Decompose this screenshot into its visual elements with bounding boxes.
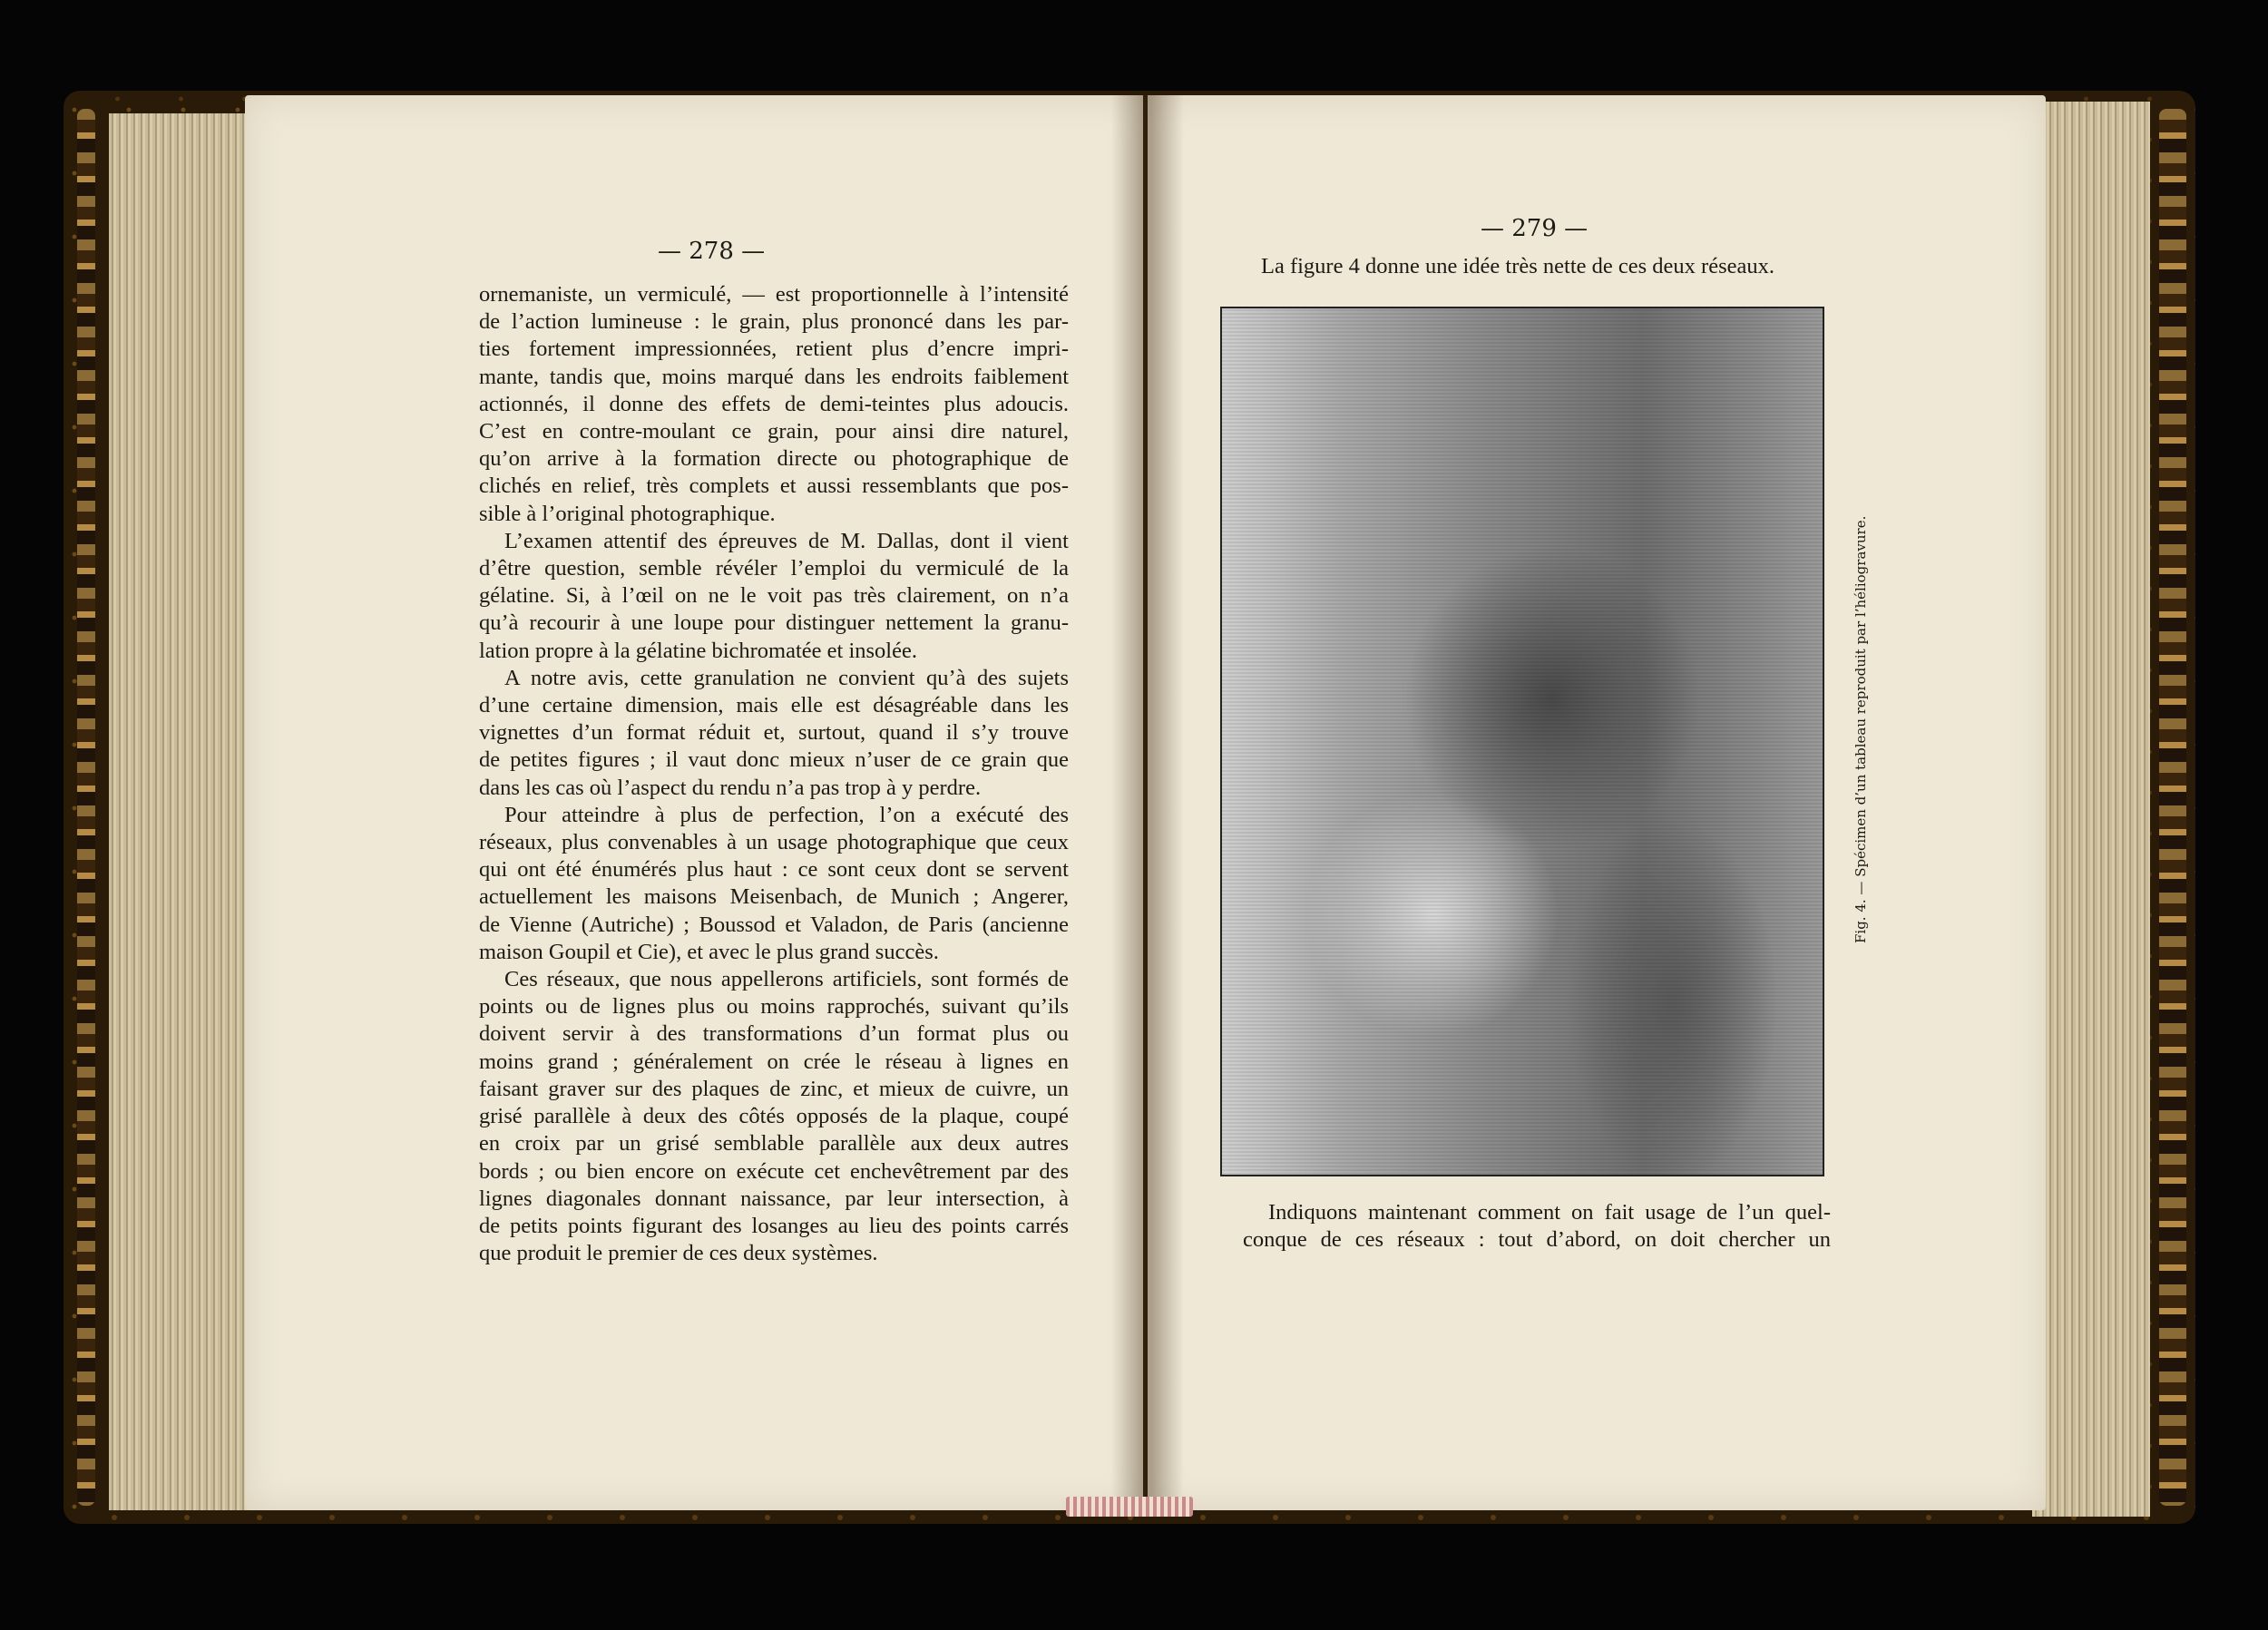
text-line: A notre avis, cette granulation ne convient qu’à des sujets: [504, 665, 1069, 690]
text-line: d’une certaine dimension, mais elle est désagréable dans les: [479, 693, 1069, 718]
text-line: conque de ces réseaux : tout d’abord, on doit chercher un: [1243, 1227, 1831, 1253]
text-line: vignettes d’un format réduit et, surtout, quand il s’y trouve: [479, 720, 1069, 746]
text-line: mante, tandis que, moins marqué dans les endroits faiblement: [479, 364, 1069, 389]
text-line: C’est en contre-moulant ce grain, pour ainsi dire naturel,: [479, 419, 1069, 444]
figure-intro: La figure 4 donne une idée très nette de ces deux réseaux.: [1261, 254, 1774, 278]
text-line: moins grand ; généralement on crée le réseau à lignes en: [479, 1049, 1069, 1074]
text-line: de petits points figurant des losanges au lieu des points carrés: [479, 1213, 1069, 1238]
text-line: de l’action lumineuse : le grain, plus prononcé dans les par-: [479, 309, 1069, 335]
text-line: actuellement les maisons Meisenbach, de Munich ; Angerer,: [479, 884, 1069, 910]
figure-caption: Fig. 4. — Spécimen d’un tableau reproduit par l’héliogravure.: [1853, 515, 1869, 943]
text-line: L’examen attentif des épreuves de M. Dallas, dont il vient: [504, 528, 1069, 553]
text-line: ornemaniste, un vermiculé, — est proportionnelle à l’intensité: [479, 282, 1069, 307]
text-line: bords ; ou bien encore on exécute cet enchevêtrement par des: [479, 1158, 1069, 1184]
text-line: ties fortement impressionnées, retient plus d’encre impri-: [479, 337, 1069, 362]
text-line: maison Goupil et Cie), et avec le plus grand succès.: [479, 939, 939, 964]
halftone-engraving-image: [1220, 307, 1824, 1176]
text-line: clichés en relief, très complets et aussi ressemblants que pos-: [479, 473, 1069, 499]
text-line: gélatine. Si, à l’œil on ne le voit pas très clairement, on n’a: [479, 583, 1069, 609]
book-gutter: [1111, 95, 1184, 1510]
text-line: lignes diagonales donnant naissance, par leur intersection, à: [479, 1186, 1069, 1211]
text-line: dans les cas où l’aspect du rendu n’a pas trop à y perdre.: [479, 775, 982, 800]
text-line: que produit le premier de ces deux systèmes.: [479, 1241, 878, 1266]
left-page-number: — 278 —: [658, 238, 766, 265]
text-line: Ces réseaux, que nous appellerons artificiels, sont formés de: [504, 967, 1069, 992]
right-page-body: [1243, 1199, 1831, 1254]
text-line: qu’à recourir à une loupe pour distinguer nettement la granu-: [479, 610, 1069, 636]
text-line: actionnés, il donne des effets de demi-teintes plus adoucis.: [479, 391, 1069, 416]
text-line: doivent servir à des transformations d’un format plus ou: [479, 1021, 1069, 1047]
text-line: faisant graver sur des plaques de zinc, et mieux de cuivre, un: [479, 1076, 1069, 1101]
right-page-number: — 279 —: [1481, 215, 1589, 242]
text-line: qu’on arrive à la formation directe ou photographique de: [479, 446, 1069, 472]
text-line: qui ont été énumérés plus haut : ce sont ceux dont se servent: [479, 857, 1069, 883]
page-edges-left: [109, 113, 263, 1510]
text-line: de Vienne (Autriche) ; Boussod et Valadon, de Paris (ancienne: [479, 912, 1069, 937]
headband: [1066, 1497, 1193, 1517]
text-line: réseaux, plus convenables à un usage photographique que ceux: [479, 830, 1069, 855]
text-line: Indiquons maintenant comment on fait usage de l’un quel-: [1268, 1200, 1831, 1225]
text-line: d’être question, semble révéler l’emploi du vermiculé de la: [479, 556, 1069, 581]
text-line: lation propre à la gélatine bichromatée et insolée.: [479, 638, 917, 663]
left-page-body: [479, 281, 1069, 1267]
page-edges-right: [2032, 102, 2150, 1517]
text-line: points ou de lignes plus ou moins rapprochés, suivant qu’ils: [479, 994, 1069, 1020]
text-line: grisé parallèle à deux des côtés opposés de la plaque, coupé: [479, 1104, 1069, 1129]
text-line: en croix par un grisé semblable parallèle aux deux autres: [479, 1131, 1069, 1157]
text-line: de petites figures ; il vaut donc mieux n’user de ce grain que: [479, 747, 1069, 773]
text-line: sible à l’original photographique.: [479, 501, 776, 526]
text-line: Pour atteindre à plus de perfection, l’on a exécuté des: [504, 802, 1069, 827]
